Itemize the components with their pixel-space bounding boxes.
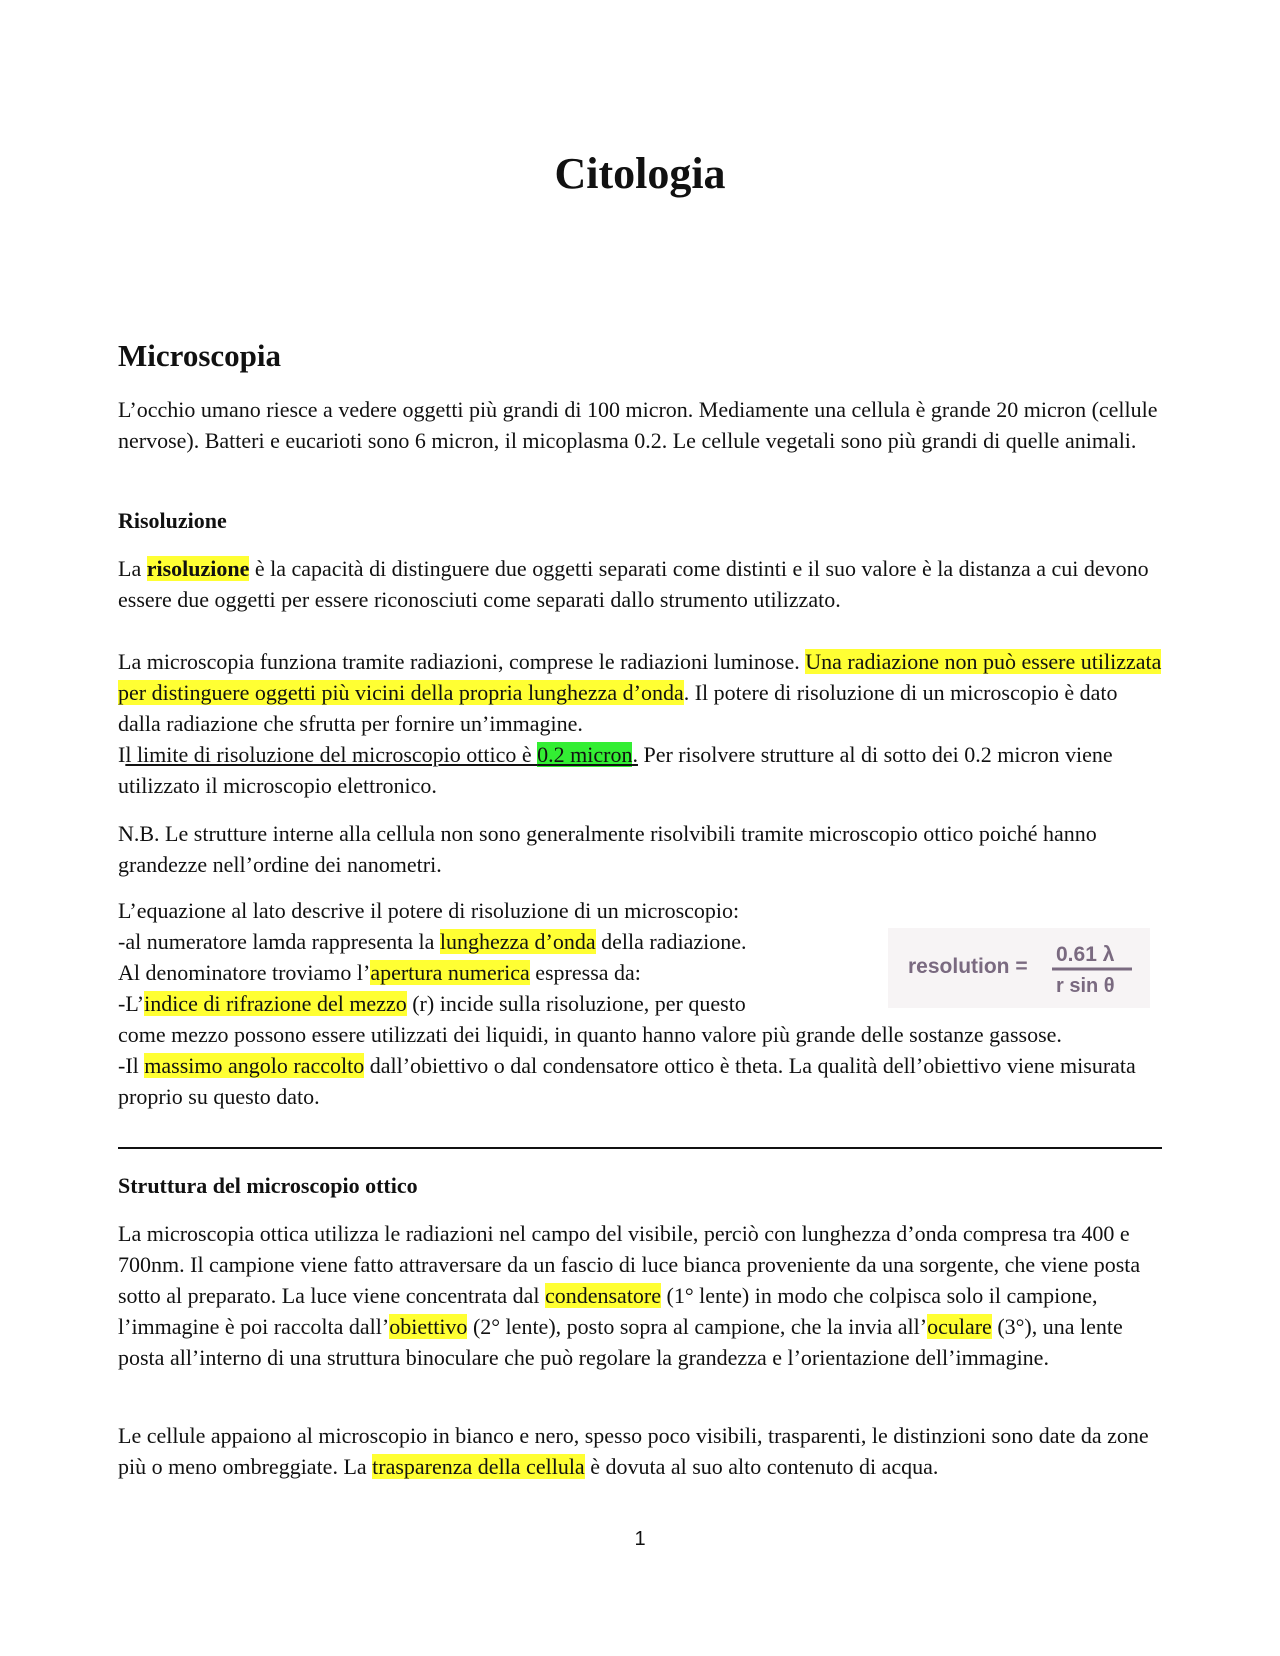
page-title: Citologia xyxy=(554,149,726,198)
text: L’equazione al lato descrive il potere di risoluzione di un microscopio: xyxy=(118,898,740,923)
section-heading-microscopia: Microscopia xyxy=(118,338,282,373)
text: (2° lente), posto sopra al campione, che la invia all’ xyxy=(467,1314,928,1339)
text: -Il xyxy=(118,1053,145,1078)
text: (3°), una lente posta all’interno di una struttura binoculare che può regolare la grandezza e l’orientazione dell’immagine. xyxy=(118,1314,1123,1370)
text: Per risolvere strutture al di sotto dei 0.2 micron viene utilizzato il microscopio elettronico. xyxy=(118,742,1113,798)
highlight-risoluzione: risoluzione xyxy=(146,556,250,581)
highlight-oculare: oculare xyxy=(927,1314,992,1339)
text: -al numeratore lamda rappresenta la xyxy=(118,929,440,954)
text: dall’obiettivo o dal condensatore ottico è theta. La qualità dell’obiettivo viene misurata proprio su questo dato. xyxy=(118,1053,1136,1109)
highlight-apertura-numerica: apertura numerica xyxy=(370,960,530,985)
text: . Il potere di risoluzione di un microscopio è dato dalla radiazione che sfrutta per fornire un’immagine. xyxy=(118,680,1118,736)
formula-lhs: resolution = xyxy=(908,955,1028,978)
text: La microscopia funziona tramite radiazioni, comprese le radiazioni luminose. xyxy=(118,649,806,674)
underline-limite: l limite di risoluzione del microscopio ottico è xyxy=(125,742,538,767)
paragraph-nb: N.B. Le strutture interne alla cellula non sono generalmente risolvibili tramite microscopio ottico poiché hanno grandezze nell’ordine dei nanometri. xyxy=(118,821,1097,877)
highlight-radiazione: Una radiazione non può essere utilizzata per distinguere oggetti più vicini della propria lunghezza d’onda xyxy=(118,649,1162,705)
text: come mezzo possono essere utilizzati dei liquidi, in quanto hanno valore più grande delle sostanze gassose. xyxy=(118,1022,1062,1047)
resolution-formula-image xyxy=(888,928,1150,1008)
text: Le cellule appaiono al microscopio in bianco e nero, spesso poco visibili, trasparenti, le distinzioni sono date da zone più o meno ombreggiate. La xyxy=(118,1423,1149,1479)
intro-paragraph: L’occhio umano riesce a vedere oggetti più grandi di 100 micron. Mediamente una cellula è grande 20 micron (cellule nervose). Batteri e eucarioti sono 6 micron, il micoplasma 0.2. Le cellule vegetali sono più grandi di quelle animali. xyxy=(118,397,1158,453)
highlight-condensatore: condensatore xyxy=(544,1283,662,1308)
text: La microscopia ottica utilizza le radiazioni nel campo del visibile, perciò con lunghezza d’onda compresa tra 400 e 700nm. Il campione viene fatto attraversare da un fascio di luce bianca proveniente da una sorgente, che viene posta sotto al preparato. La luce viene concentrata dal xyxy=(118,1221,1141,1308)
highlight-lunghezza-onda: lunghezza d’onda xyxy=(439,929,596,954)
formula-denominator: r sin θ xyxy=(1056,975,1115,997)
text: . xyxy=(632,742,638,767)
highlight-obiettivo: obiettivo xyxy=(389,1314,468,1339)
paragraph-radiazioni xyxy=(118,646,1163,801)
paragraph-cellule xyxy=(118,1420,1163,1482)
highlight-indice-rifrazione: indice di rifrazione del mezzo xyxy=(144,991,407,1016)
paragraph-microscopia-ottica xyxy=(118,1218,1163,1373)
highlight-massimo-angolo: massimo angolo raccolto xyxy=(144,1053,365,1078)
text: è dovuta al suo alto contenuto di acqua. xyxy=(584,1454,939,1479)
page-number: 1 xyxy=(634,1528,646,1550)
text: (r) incide sulla risoluzione, per questo xyxy=(406,991,746,1016)
paragraph-risoluzione-definition xyxy=(118,553,1163,615)
horizontal-rule xyxy=(118,1147,1162,1149)
text: -L’ xyxy=(118,991,145,1016)
text: Al denominatore troviamo l’ xyxy=(118,960,371,985)
highlight-trasparenza: trasparenza della cellula xyxy=(372,1454,585,1479)
subheading-risoluzione: Risoluzione xyxy=(118,508,227,533)
text: espressa da: xyxy=(529,960,641,985)
formula-numerator: 0.61 λ xyxy=(1056,943,1115,966)
subheading-struttura: Struttura del microscopio ottico xyxy=(118,1173,418,1198)
highlight-0-2-micron: 0.2 micron xyxy=(537,742,633,767)
text: della radiazione. xyxy=(595,929,747,954)
text: (1° lente) in modo che colpisca solo il campione, l’immagine è poi raccolta dall’ xyxy=(118,1283,1098,1339)
text: La xyxy=(118,556,147,581)
text: I xyxy=(118,742,126,767)
text: è la capacità di distinguere due oggetti separati come distinti e il suo valore è la distanza a cui devono essere due oggetti per essere riconosciuti come separati dallo strumento utilizzato. xyxy=(118,556,1149,612)
